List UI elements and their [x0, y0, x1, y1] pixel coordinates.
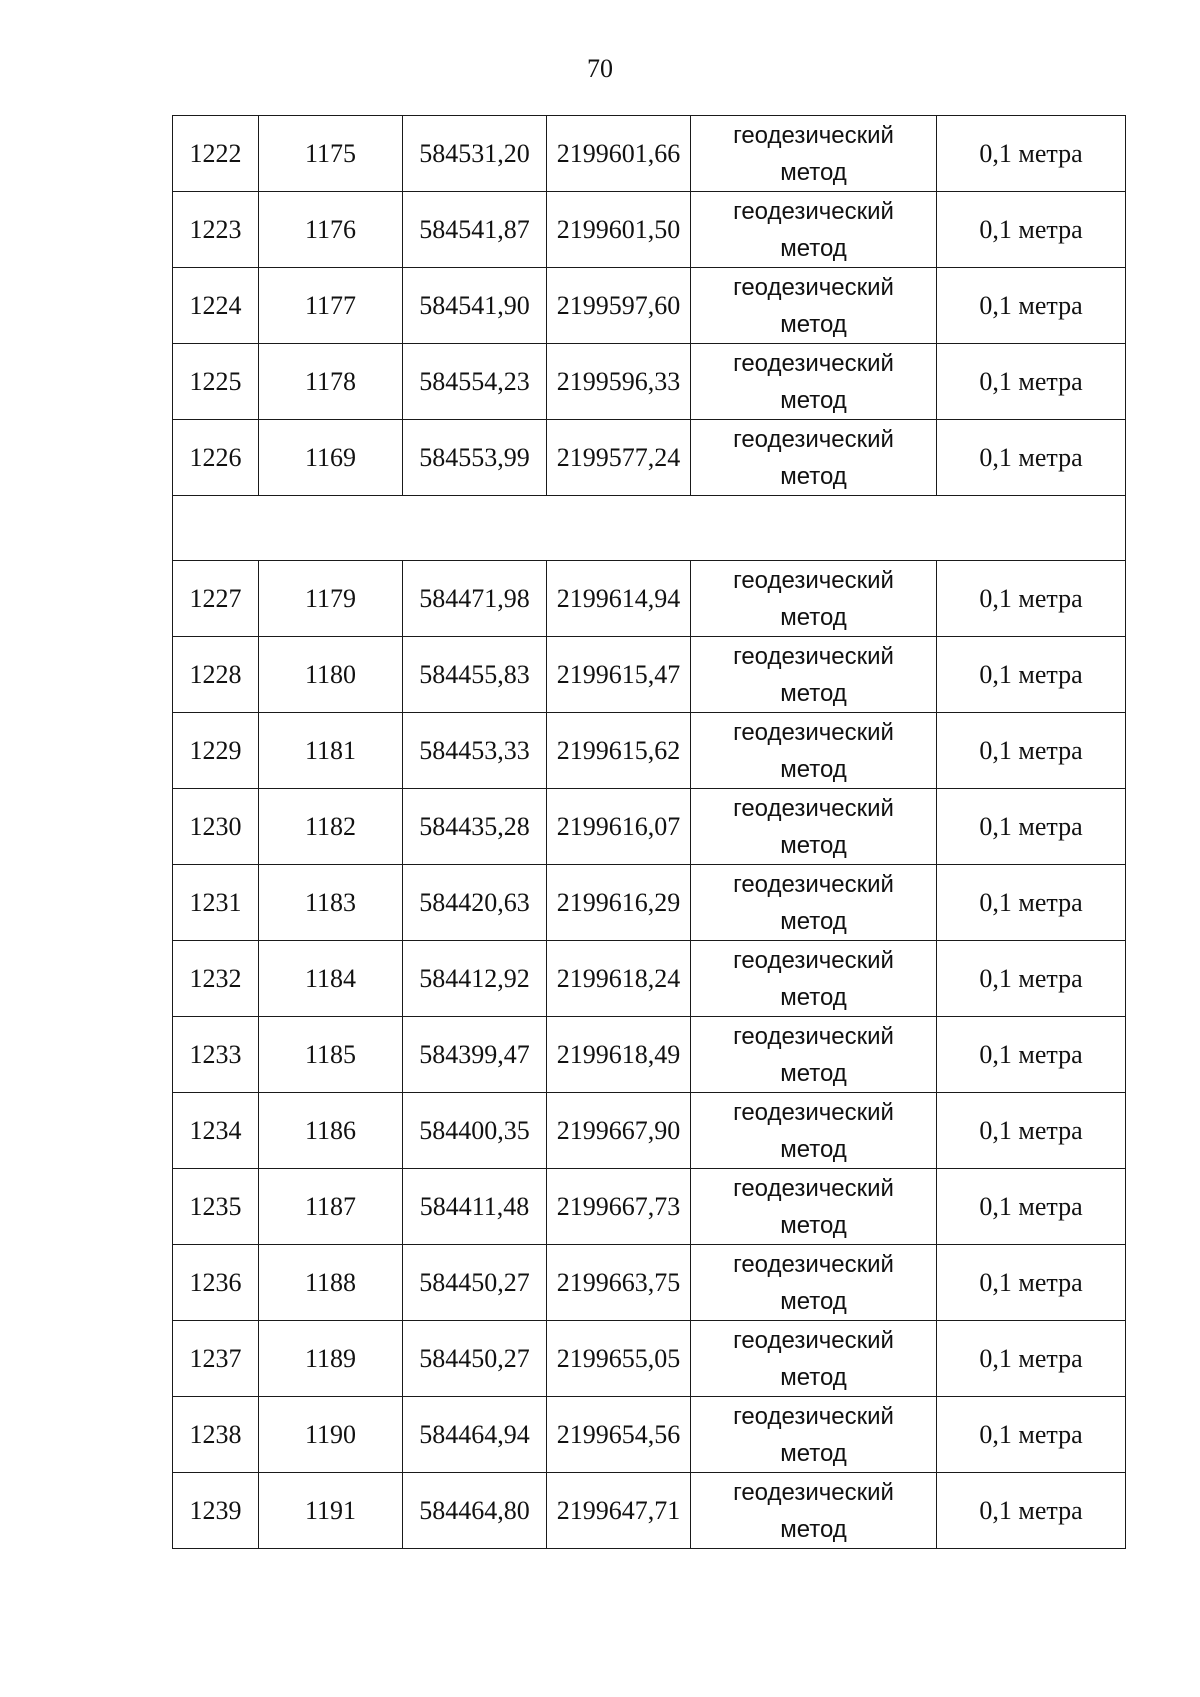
x-coordinate-cell: 584455,83 [403, 637, 547, 713]
point-index-cell: 1191 [259, 1473, 403, 1549]
table-row [173, 561, 1126, 637]
method-line-1: геодезический [733, 1402, 894, 1430]
y-coordinate-cell: 2199601,50 [547, 192, 691, 268]
point-number-cell: 1236 [173, 1245, 259, 1321]
point-number-cell: 1238 [173, 1397, 259, 1473]
x-coordinate-cell: 584541,90 [403, 268, 547, 344]
method-line-2: метод [780, 1287, 847, 1315]
x-coordinate-cell: 584464,80 [403, 1473, 547, 1549]
x-coordinate-cell: 584553,99 [403, 420, 547, 496]
point-index-cell: 1188 [259, 1245, 403, 1321]
table-row [173, 1245, 1126, 1321]
y-coordinate-cell: 2199654,56 [547, 1397, 691, 1473]
method-cell [691, 1017, 937, 1093]
method-line-2: метод [780, 234, 847, 262]
method-line-2: метод [780, 831, 847, 859]
method-cell [691, 865, 937, 941]
method-cell [691, 268, 937, 344]
contour-separator-cell [173, 496, 1126, 561]
accuracy-cell: 0,1 метра [937, 713, 1126, 789]
method-line-1: геодезический [733, 794, 894, 822]
method-line-1: геодезический [733, 946, 894, 974]
table-row [173, 865, 1126, 941]
point-number-cell: 1225 [173, 344, 259, 420]
method-cell [691, 1093, 937, 1169]
method-cell [691, 1169, 937, 1245]
method-line-2: метод [780, 310, 847, 338]
point-index-cell: 1187 [259, 1169, 403, 1245]
table-row [173, 344, 1126, 420]
table-row [173, 713, 1126, 789]
y-coordinate-cell: 2199616,29 [547, 865, 691, 941]
point-index-cell: 1176 [259, 192, 403, 268]
accuracy-cell: 0,1 метра [937, 1017, 1126, 1093]
method-line-2: метод [780, 755, 847, 783]
method-line-2: метод [780, 1439, 847, 1467]
point-index-cell: 1183 [259, 865, 403, 941]
table-row [173, 1473, 1126, 1549]
point-index-cell: 1175 [259, 116, 403, 192]
method-line-1: геодезический [733, 1478, 894, 1506]
method-cell [691, 561, 937, 637]
table-body [173, 116, 1126, 1549]
x-coordinate-cell: 584420,63 [403, 865, 547, 941]
x-coordinate-cell: 584399,47 [403, 1017, 547, 1093]
y-coordinate-cell: 2199618,24 [547, 941, 691, 1017]
method-cell [691, 713, 937, 789]
x-coordinate-cell: 584411,48 [403, 1169, 547, 1245]
method-line-2: метод [780, 1515, 847, 1543]
point-number-cell: 1230 [173, 789, 259, 865]
method-line-2: метод [780, 907, 847, 935]
point-number-cell: 1228 [173, 637, 259, 713]
point-index-cell: 1190 [259, 1397, 403, 1473]
table-row [173, 1093, 1126, 1169]
accuracy-cell: 0,1 метра [937, 789, 1126, 865]
point-number-cell: 1237 [173, 1321, 259, 1397]
accuracy-cell: 0,1 метра [937, 1397, 1126, 1473]
point-number-cell: 1233 [173, 1017, 259, 1093]
accuracy-cell: 0,1 метра [937, 1245, 1126, 1321]
point-index-cell: 1181 [259, 713, 403, 789]
table-row [173, 1321, 1126, 1397]
point-index-cell: 1184 [259, 941, 403, 1017]
method-line-2: метод [780, 386, 847, 414]
point-index-cell: 1177 [259, 268, 403, 344]
table-row [173, 1169, 1126, 1245]
point-number-cell: 1231 [173, 865, 259, 941]
point-index-cell: 1186 [259, 1093, 403, 1169]
method-line-1: геодезический [733, 870, 894, 898]
method-line-2: метод [780, 1211, 847, 1239]
point-number-cell: 1227 [173, 561, 259, 637]
x-coordinate-cell: 584450,27 [403, 1245, 547, 1321]
method-cell [691, 344, 937, 420]
point-index-cell: 1189 [259, 1321, 403, 1397]
y-coordinate-cell: 2199667,90 [547, 1093, 691, 1169]
point-number-cell: 1223 [173, 192, 259, 268]
point-number-cell: 1224 [173, 268, 259, 344]
y-coordinate-cell: 2199663,75 [547, 1245, 691, 1321]
method-line-2: метод [780, 1363, 847, 1391]
y-coordinate-cell: 2199597,60 [547, 268, 691, 344]
y-coordinate-cell: 2199614,94 [547, 561, 691, 637]
x-coordinate-cell: 584541,87 [403, 192, 547, 268]
y-coordinate-cell: 2199615,47 [547, 637, 691, 713]
table-row [173, 192, 1126, 268]
point-number-cell: 1239 [173, 1473, 259, 1549]
x-coordinate-cell: 584435,28 [403, 789, 547, 865]
accuracy-cell: 0,1 метра [937, 192, 1126, 268]
method-cell [691, 941, 937, 1017]
point-number-cell: 1226 [173, 420, 259, 496]
point-number-cell: 1232 [173, 941, 259, 1017]
table-row [173, 116, 1126, 192]
point-index-cell: 1180 [259, 637, 403, 713]
method-cell [691, 192, 937, 268]
y-coordinate-cell: 2199615,62 [547, 713, 691, 789]
table-row [173, 789, 1126, 865]
x-coordinate-cell: 584412,92 [403, 941, 547, 1017]
method-line-1: геодезический [733, 718, 894, 746]
method-line-1: геодезический [733, 1174, 894, 1202]
method-line-1: геодезический [733, 1022, 894, 1050]
accuracy-cell: 0,1 метра [937, 1093, 1126, 1169]
method-cell [691, 420, 937, 496]
y-coordinate-cell: 2199596,33 [547, 344, 691, 420]
accuracy-cell: 0,1 метра [937, 1473, 1126, 1549]
accuracy-cell: 0,1 метра [937, 1169, 1126, 1245]
method-cell [691, 637, 937, 713]
method-cell [691, 789, 937, 865]
x-coordinate-cell: 584464,94 [403, 1397, 547, 1473]
method-line-1: геодезический [733, 1250, 894, 1278]
table-row [173, 941, 1126, 1017]
x-coordinate-cell: 584453,33 [403, 713, 547, 789]
method-cell [691, 1245, 937, 1321]
point-index-cell: 1178 [259, 344, 403, 420]
method-line-2: метод [780, 158, 847, 186]
accuracy-cell: 0,1 метра [937, 1321, 1126, 1397]
point-index-cell: 1185 [259, 1017, 403, 1093]
x-coordinate-cell: 584554,23 [403, 344, 547, 420]
method-line-2: метод [780, 679, 847, 707]
method-cell [691, 1397, 937, 1473]
x-coordinate-cell: 584450,27 [403, 1321, 547, 1397]
y-coordinate-cell: 2199655,05 [547, 1321, 691, 1397]
accuracy-cell: 0,1 метра [937, 561, 1126, 637]
point-number-cell: 1222 [173, 116, 259, 192]
point-number-cell: 1235 [173, 1169, 259, 1245]
table-row [173, 637, 1126, 713]
table-row [173, 268, 1126, 344]
method-line-1: геодезический [733, 273, 894, 301]
accuracy-cell: 0,1 метра [937, 420, 1126, 496]
table-row [173, 420, 1126, 496]
method-line-1: геодезический [733, 1326, 894, 1354]
accuracy-cell: 0,1 метра [937, 941, 1126, 1017]
method-line-2: метод [780, 1135, 847, 1163]
table-row [173, 1017, 1126, 1093]
point-index-cell: 1182 [259, 789, 403, 865]
accuracy-cell: 0,1 метра [937, 865, 1126, 941]
x-coordinate-cell: 584531,20 [403, 116, 547, 192]
coordinates-table [172, 115, 1126, 1549]
method-line-2: метод [780, 983, 847, 1011]
method-line-2: метод [780, 462, 847, 490]
method-cell [691, 1473, 937, 1549]
x-coordinate-cell: 584400,35 [403, 1093, 547, 1169]
point-index-cell: 1179 [259, 561, 403, 637]
y-coordinate-cell: 2199618,49 [547, 1017, 691, 1093]
page-number: 70 [587, 54, 613, 83]
method-line-1: геодезический [733, 566, 894, 594]
method-line-1: геодезический [733, 197, 894, 225]
y-coordinate-cell: 2199616,07 [547, 789, 691, 865]
method-cell [691, 116, 937, 192]
point-number-cell: 1234 [173, 1093, 259, 1169]
table-row [173, 1397, 1126, 1473]
method-line-1: геодезический [733, 121, 894, 149]
point-number-cell: 1229 [173, 713, 259, 789]
accuracy-cell: 0,1 метра [937, 268, 1126, 344]
accuracy-cell: 0,1 метра [937, 344, 1126, 420]
y-coordinate-cell: 2199601,66 [547, 116, 691, 192]
accuracy-cell: 0,1 метра [937, 637, 1126, 713]
method-cell [691, 1321, 937, 1397]
point-index-cell: 1169 [259, 420, 403, 496]
y-coordinate-cell: 2199577,24 [547, 420, 691, 496]
method-line-1: геодезический [733, 349, 894, 377]
method-line-2: метод [780, 1059, 847, 1087]
method-line-1: геодезический [733, 1098, 894, 1126]
contour-separator-row [173, 496, 1126, 561]
method-line-1: геодезический [733, 642, 894, 670]
method-line-1: геодезический [733, 425, 894, 453]
accuracy-cell: 0,1 метра [937, 116, 1126, 192]
x-coordinate-cell: 584471,98 [403, 561, 547, 637]
method-line-2: метод [780, 603, 847, 631]
y-coordinate-cell: 2199667,73 [547, 1169, 691, 1245]
y-coordinate-cell: 2199647,71 [547, 1473, 691, 1549]
